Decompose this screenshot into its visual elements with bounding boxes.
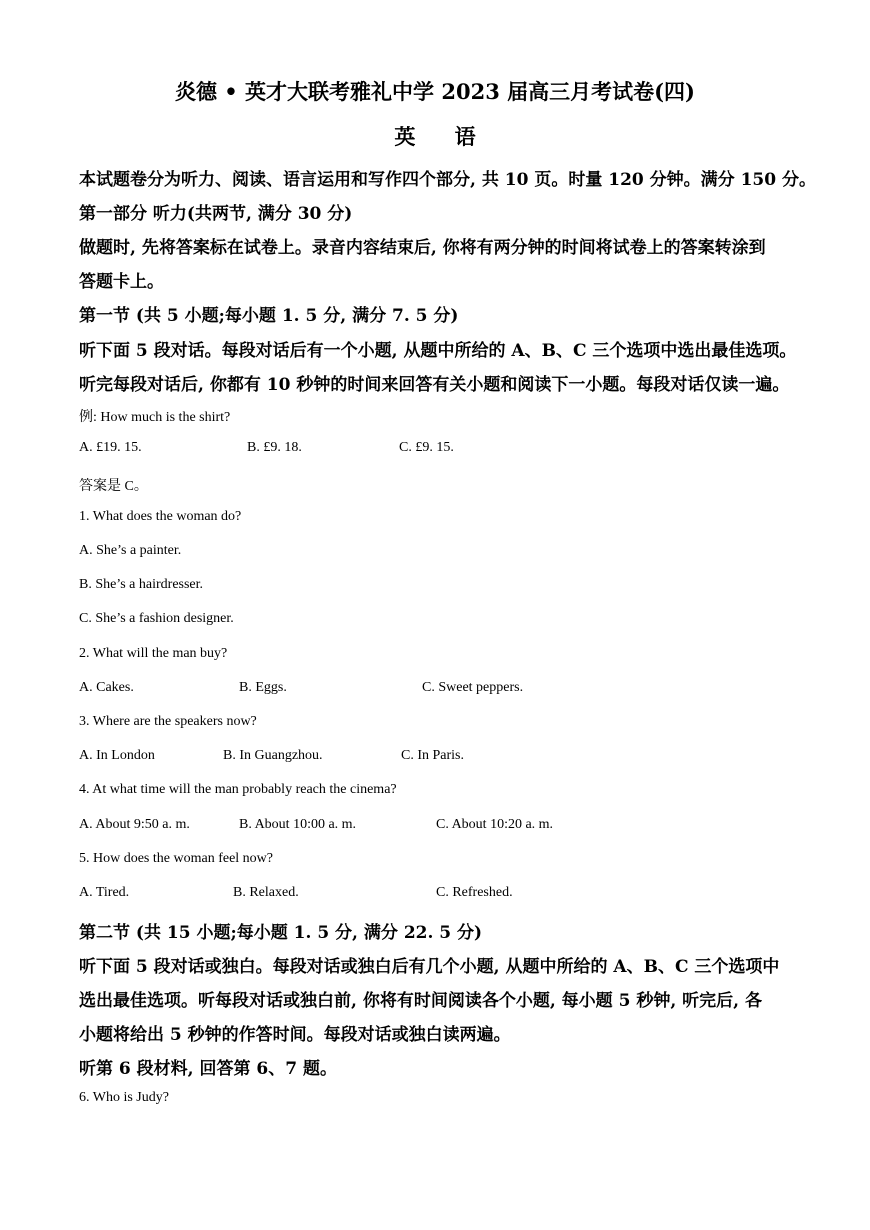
section2-instructions-line3: 小题将给出 5 秒钟的作答时间。每段对话或独白读两遍。 (79, 1025, 511, 1045)
subject-title: 英 语 (394, 124, 492, 149)
section1-instructions-line2: 听完每段对话后, 你都有 10 秒钟的时间来回答有关小题和阅读下一小题。每段对话仅读一遍。 (79, 375, 790, 395)
example-question: 例: How much is the shirt? (79, 410, 231, 425)
question-2-option-b: B. Eggs. (239, 680, 287, 695)
question-2-option-c: C. Sweet peppers. (422, 680, 524, 695)
question-5: 5. How does the woman feel now? (79, 851, 274, 866)
example-option-c: C. £9. 15. (399, 440, 454, 455)
section2-instructions-line1: 听下面 5 段对话或独白。每段对话或独白后有几个小题, 从题中所给的 A、B、C 三个选项中 (79, 957, 780, 977)
question-1-option-b: B. She’s a hairdresser. (79, 577, 204, 592)
question-4-option-b: B. About 10:00 a. m. (239, 817, 357, 832)
exam-title: 炎德 • 英才大联考雅礼中学 2023 届高三月考试卷(四) (175, 79, 695, 104)
question-1: 1. What does the woman do? (79, 509, 242, 524)
example-option-b: B. £9. 18. (247, 440, 302, 455)
question-1-option-a: A. She’s a painter. (79, 543, 182, 558)
question-2: 2. What will the man buy? (79, 646, 228, 661)
example-option-a: A. £19. 15. (79, 440, 142, 455)
question-3-option-b: B. In Guangzhou. (223, 748, 323, 763)
intro-text: 本试题卷分为听力、阅读、语言运用和写作四个部分, 共 10 页。时量 120 分钟。满分 150 分。 (79, 170, 816, 190)
question-3: 3. Where are the speakers now? (79, 714, 257, 729)
question-3-option-c: C. In Paris. (401, 748, 464, 763)
part1-heading: 第一部分 听力(共两节, 满分 30 分) (79, 204, 353, 224)
section1-instructions-line1: 听下面 5 段对话。每段对话后有一个小题, 从题中所给的 A、B、C 三个选项中选出最佳选项。 (79, 341, 797, 361)
section2-heading: 第二节 (共 15 小题;每小题 1. 5 分, 满分 22. 5 分) (79, 923, 483, 943)
question-2-option-a: A. Cakes. (79, 680, 134, 695)
question-3-option-a: A. In London (79, 748, 155, 763)
question-5-option-a: A. Tired. (79, 885, 130, 900)
question-1-option-c: C. She’s a fashion designer. (79, 611, 234, 626)
material-6-heading: 听第 6 段材料, 回答第 6、7 题。 (79, 1059, 337, 1079)
part1-instructions-line2: 答题卡上。 (79, 272, 164, 292)
question-4: 4. At what time will the man probably reach the cinema? (79, 782, 397, 797)
question-4-option-a: A. About 9:50 a. m. (79, 817, 190, 832)
question-5-option-b: B. Relaxed. (233, 885, 299, 900)
question-4-option-c: C. About 10:20 a. m. (436, 817, 554, 832)
part1-instructions-line1: 做题时, 先将答案标在试卷上。录音内容结束后, 你将有两分钟的时间将试卷上的答案转涂到 (79, 238, 766, 258)
section2-instructions-line2: 选出最佳选项。听每段对话或独白前, 你将有时间阅读各个小题, 每小题 5 秒钟, 听完后, 各 (79, 991, 763, 1011)
example-answer: 答案是 C。 (79, 479, 148, 494)
question-5-option-c: C. Refreshed. (436, 885, 513, 900)
section1-heading: 第一节 (共 5 小题;每小题 1. 5 分, 满分 7. 5 分) (79, 306, 459, 326)
question-6: 6. Who is Judy? (79, 1090, 169, 1105)
